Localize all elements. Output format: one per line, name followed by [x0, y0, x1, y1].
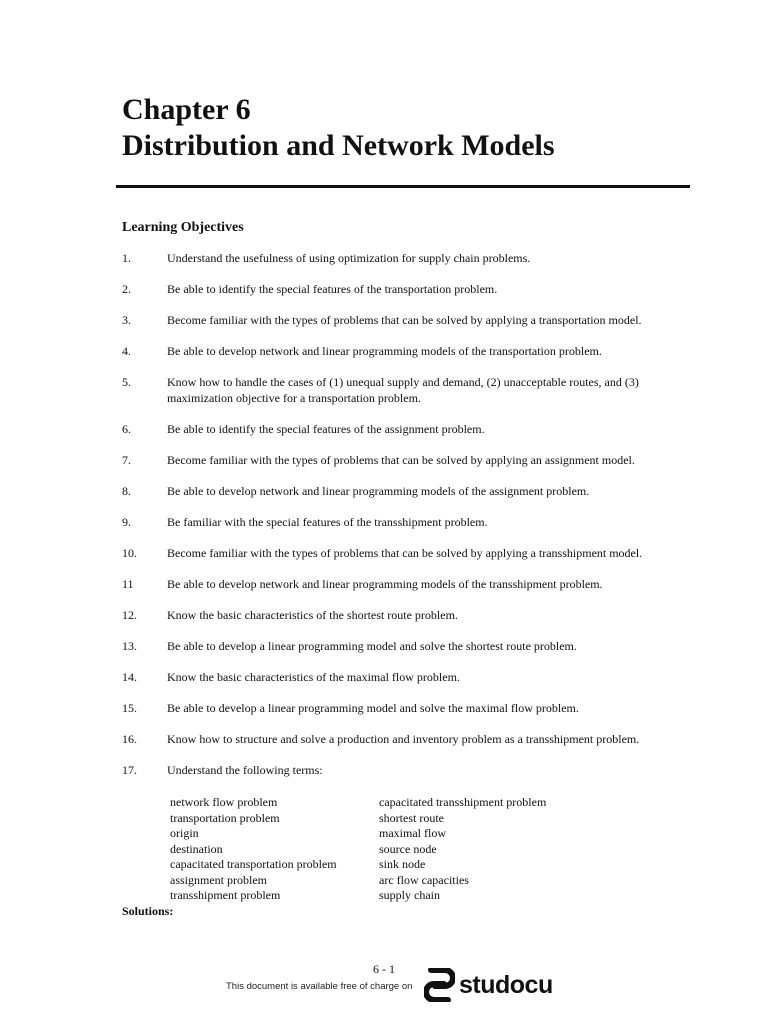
objective-number: 17.: [122, 762, 137, 777]
objective-text: Become familiar with the types of problems that can be solved by applying a transportation model.: [167, 313, 642, 327]
terms-table: [170, 795, 546, 904]
objective-number: 12.: [122, 607, 137, 622]
term-item: capacitated transportation problem: [170, 857, 337, 871]
objective-number: 2.: [122, 282, 131, 296]
objective-text: Know the basic characteristics of the shortest route problem.: [167, 607, 458, 622]
solutions-label: Solutions:: [122, 904, 174, 918]
objective-number: 10.: [122, 545, 137, 560]
objective-number: 4.: [122, 344, 131, 358]
studocu-brand[interactable]: [424, 968, 553, 1002]
term-item: transshipment problem: [170, 888, 281, 902]
objective-item: [122, 484, 692, 500]
studocu-logo-icon: [424, 968, 455, 1002]
objective-text: Know how to structure and solve a production and inventory problem as a transshipment problem.: [167, 731, 640, 746]
objective-number: 6.: [122, 421, 131, 436]
objective-text: Be able to identify the special features of the transportation problem.: [167, 282, 498, 296]
term-item: maximal flow: [379, 826, 446, 840]
objective-text: Be able to identify the special features of the assignment problem.: [167, 421, 485, 436]
objective-text: Know how to handle the cases of (1) unequal supply and demand, (2) unacceptable routes, and (3) maximization objective for a transportation problem.: [167, 375, 639, 405]
objective-text: Become familiar with the types of problems that can be solved by applying an assignment model.: [167, 452, 635, 467]
objective-text: Be able to develop network and linear programming models of the assignment problem.: [167, 483, 590, 498]
objective-text: Understand the usefulness of using optimization for supply chain problems.: [167, 251, 531, 265]
objective-text: Be able to develop a linear programming model and solve the maximal flow problem.: [167, 700, 579, 715]
learning-objectives-heading: Learning Objectives: [122, 220, 244, 235]
term-item: sink node: [379, 857, 426, 871]
title-divider: [116, 185, 690, 188]
term-item: assignment problem: [170, 872, 267, 887]
objective-item: [122, 375, 692, 406]
objective-item: [122, 577, 692, 593]
objective-item: [122, 639, 692, 655]
objective-item: [122, 344, 692, 360]
term-item: supply chain: [379, 888, 440, 902]
objective-item: [122, 515, 692, 531]
terms-column-right: [379, 795, 546, 904]
objective-item: [122, 422, 692, 438]
term-item: origin: [170, 826, 199, 840]
term-item: source node: [379, 841, 437, 856]
page-number: 6 - 1: [373, 962, 395, 976]
objective-item: [122, 763, 692, 779]
chapter-title: [122, 92, 555, 164]
objective-number: 9.: [122, 514, 131, 529]
studocu-wordmark: studocu: [459, 970, 553, 999]
objective-number: 13.: [122, 638, 137, 653]
chapter-name: Distribution and Network Models: [122, 129, 555, 162]
objective-item: [122, 313, 692, 329]
objective-number: 1.: [122, 251, 131, 265]
term-item: shortest route: [379, 810, 444, 825]
objective-text: Be able to develop network and linear programming models of the transshipment problem.: [167, 576, 603, 591]
objective-number: 8.: [122, 483, 131, 498]
objective-text: Know the basic characteristics of the maximal flow problem.: [167, 669, 460, 684]
term-item: transportation problem: [170, 810, 280, 825]
objective-item: [122, 546, 692, 562]
objective-item: [122, 732, 692, 748]
objective-number: 11: [122, 576, 134, 591]
objective-item: [122, 282, 692, 298]
term-item: arc flow capacities: [379, 872, 469, 887]
objectives-list: [122, 251, 692, 794]
objective-number: 3.: [122, 313, 131, 327]
objective-text: Become familiar with the types of problems that can be solved by applying a transshipment model.: [167, 545, 643, 560]
objective-text: Understand the following terms:: [167, 762, 323, 777]
term-item: network flow problem: [170, 795, 278, 809]
objective-item: [122, 251, 692, 267]
objective-number: 14.: [122, 669, 137, 684]
objective-text: Be familiar with the special features of the transshipment problem.: [167, 514, 488, 529]
footer-availability-note: This document is available free of charge on: [226, 981, 413, 992]
objective-number: 7.: [122, 452, 131, 467]
objective-text: Be able to develop network and linear programming models of the transportation problem.: [167, 344, 602, 358]
objective-item: [122, 608, 692, 624]
objective-number: 16.: [122, 731, 137, 746]
objective-number: 5.: [122, 375, 131, 389]
terms-column-left: [170, 795, 379, 904]
objective-item: [122, 701, 692, 717]
term-item: capacitated transshipment problem: [379, 795, 547, 809]
objective-text: Be able to develop a linear programming model and solve the shortest route problem.: [167, 638, 577, 653]
objective-number: 15.: [122, 700, 137, 715]
objective-item: [122, 453, 692, 469]
chapter-number: Chapter 6: [122, 93, 251, 126]
term-item: destination: [170, 841, 223, 856]
objective-item: [122, 670, 692, 686]
